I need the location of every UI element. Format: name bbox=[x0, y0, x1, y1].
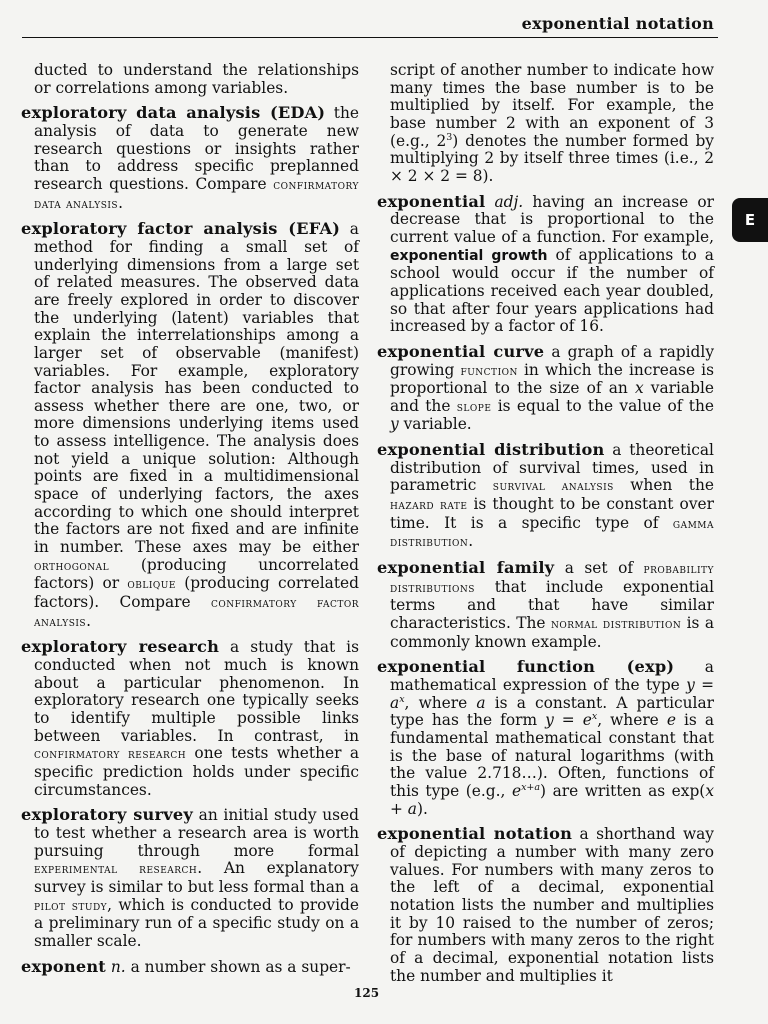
subterm: exponential growth bbox=[390, 247, 548, 264]
entry-exploratory-survey: exploratory survey an initial study used to test whether a research area is worth pursuing through more formal experimental research. An explanatory survey is similar to but less formal than a pilot study, which is conducted to provide a preliminary run of a specific study on a smaller scale. bbox=[21, 805, 360, 950]
cross-reference: confirmatory data analysis bbox=[34, 177, 359, 212]
entry-exponential: exponential adj. having an increase or decrease that is proportional to the current value of a function. For example, exponential growth of applications to a school would occur if the number of applications received each year doubled, so that after four years applications had increased by a factor of 16. bbox=[377, 191, 714, 336]
entry-continuation: ducted to understand the relationships or correlations among variables. bbox=[34, 61, 359, 97]
cross-reference: experimental research bbox=[34, 862, 198, 878]
headword: exploratory research bbox=[21, 637, 220, 657]
entry-exploratory-factor-analysis: exploratory factor analysis (EFA) a method for finding a small set of underlying dimensions from a large set of related measures. The observed data are freely explored in order to discover the underlying (latent) variables that explain the interrelationships among a larger set of observable (manifest) variables. For example, exploratory factor analysis has been conducted to assess whether there are one, two, or more dimensions underlying items used to assess intelligence. The analysis does not yield a unique solution: Although points are fixed in a multidimensional space of underlying factors, the axes according to which one should interpret the factors are not fixed and are infinite in number. These axes may be either orthogonal (producing uncorrelated factors) or oblique (producing correlated factors). Compare confirmatory factor analysis. bbox=[21, 219, 359, 630]
left-column bbox=[21, 62, 359, 983]
cross-reference: confirmatory research bbox=[34, 747, 187, 763]
entry-exponent: exponent n. a number shown as a super- bbox=[21, 956, 351, 976]
cross-reference: normal distribution bbox=[550, 617, 682, 633]
cross-reference: slope bbox=[456, 399, 492, 415]
headword: exponential curve bbox=[377, 341, 545, 361]
right-column bbox=[377, 62, 714, 992]
entry-exponential-distribution: exponential distribution a theoretical distribution of survival times, used in parametric survival analysis when the hazard rate is thought to be constant over time. It is a specific type of gamma distribution. bbox=[377, 440, 714, 551]
entry-exponential-function: exponential function (exp) a mathematical expression of the type $y = a^x$, where a is a constant. A particular type has the form $y = e^x$, where e is a fundamental mathematical constant that is the base of natural logarithms (with the value 2.718…). Often, functions of this type (e.g., $e^{x+a}$) are written as exp(x + a). bbox=[377, 657, 715, 818]
headword: exponential notation bbox=[377, 824, 573, 844]
entry-exponential-curve: exponential curve a graph of a rapidly growing function in which the increase is proportional to the size of an x variable and the slope is equal to the value of the y variable. bbox=[377, 341, 715, 434]
headword: exponential function (exp) bbox=[377, 657, 675, 677]
cross-reference: orthogonal bbox=[34, 558, 110, 574]
cross-reference: probability distributions bbox=[390, 562, 714, 596]
headword: exploratory data analysis (EDA) bbox=[21, 103, 326, 123]
cross-reference: survival analysis bbox=[492, 479, 614, 495]
header-rule bbox=[22, 37, 718, 38]
running-head: exponential notation bbox=[521, 14, 714, 33]
entry-continuation: script of another number to indicate how many times the base number is to be multiplied by itself. For example, the base number 2 with an exponent of 3 (e.g., $2^3$) denotes the number formed by multiplying 2 by itself three times (i.e., 2 × 2 × 2 = 8). bbox=[390, 61, 714, 185]
headword: exponential distribution bbox=[377, 440, 605, 460]
headword: exponent bbox=[21, 956, 106, 976]
cross-reference: function bbox=[460, 363, 518, 379]
part-of-speech: adj. bbox=[494, 192, 524, 211]
entry-exponential-family: exponential family a set of probability distributions that include exponential terms and that have similar characteristics. The normal distribution is a commonly known example. bbox=[377, 558, 714, 651]
cross-reference: confirmatory factor analysis bbox=[34, 596, 359, 630]
cross-reference: oblique bbox=[127, 577, 176, 593]
entry-exponential-notation: exponential notation a shorthand way of depicting a number with many zero values. For numbers with many zeros to the left of a decimal, exponential notation lists the number and multiplies it by 10 raised to the number of zeros; for numbers with many zeros to the right of a decimal, exponential notation lists the number and multiplies it bbox=[377, 824, 715, 985]
headword: exploratory survey bbox=[21, 805, 193, 825]
headword: exponential family bbox=[377, 558, 555, 578]
cross-reference: gamma distribution bbox=[390, 516, 714, 551]
cross-reference: hazard rate bbox=[390, 498, 468, 514]
entry-exploratory-research: exploratory research a study that is conducted when not much is known about a particular phenomenon. In exploratory research one typically seeks to identify multiple possible links between variables. In contrast, in confirmatory research one tests whether a specific prediction holds under specific circumstances. bbox=[21, 637, 359, 799]
entry-exploratory-data-analysis: exploratory data analysis (EDA) the analysis of data to generate new research questions or insights rather than to address specific preplanned research questions. Compare confirmatory data analysis. bbox=[21, 103, 359, 212]
thumb-index-tab: E bbox=[732, 198, 768, 242]
headword: exploratory factor analysis (EFA) bbox=[21, 219, 341, 239]
cross-reference: pilot study bbox=[34, 898, 108, 914]
headword: exponential bbox=[377, 191, 486, 211]
part-of-speech: n. bbox=[110, 957, 126, 976]
page-number: 125 bbox=[354, 986, 380, 1000]
